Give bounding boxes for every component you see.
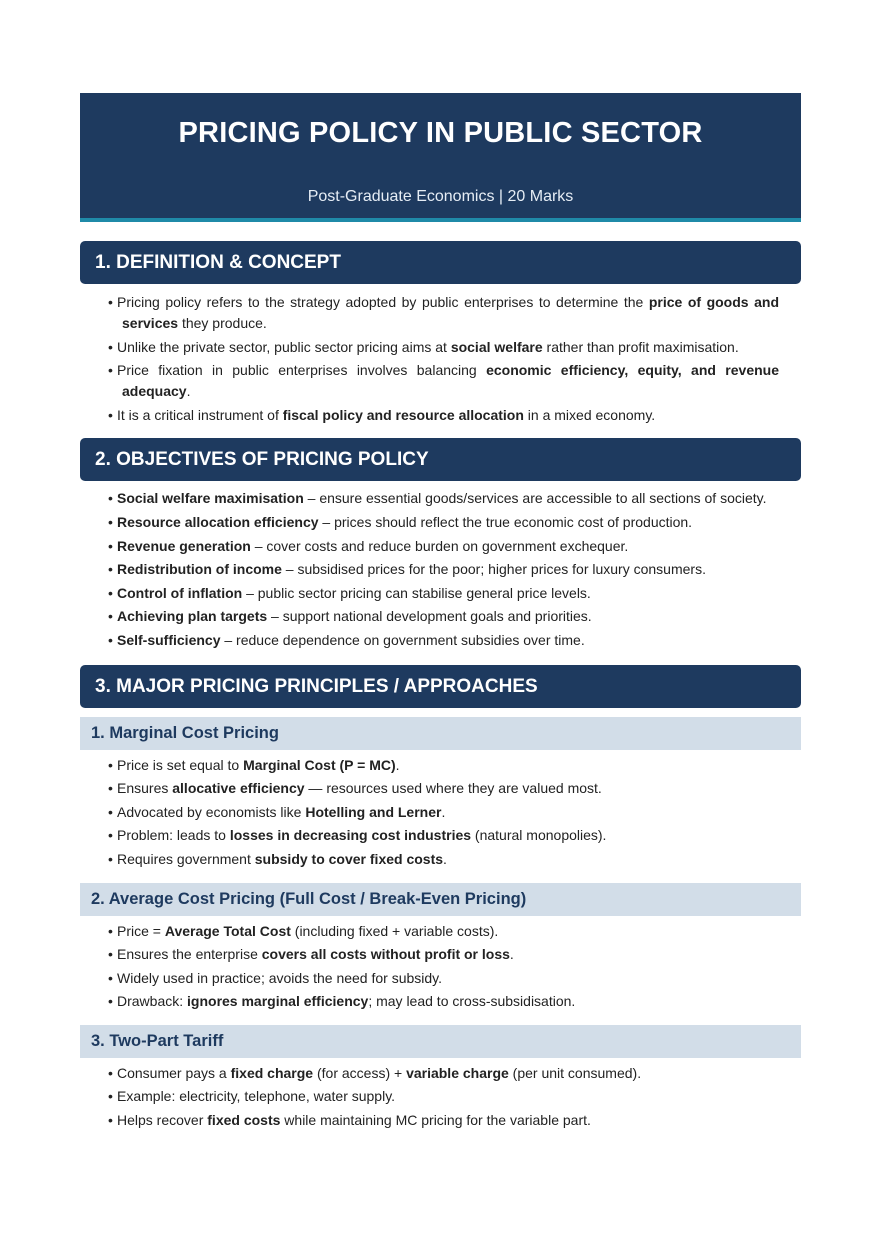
list-item: • Redistribution of income – subsidised prices for the poor; higher prices for luxury consumers.: [108, 559, 779, 580]
bullet-icon: •: [108, 780, 113, 797]
bullet-icon: •: [108, 584, 113, 601]
bullet-icon: •: [108, 850, 113, 867]
list-item: • Ensures allocative efficiency — resources used where they are valued most.: [108, 778, 779, 799]
subheading-two-part-tariff: 3. Two-Part Tariff: [80, 1025, 801, 1058]
subheading-marginal-cost: 1. Marginal Cost Pricing: [80, 717, 801, 750]
section-heading-principles: 3. MAJOR PRICING PRINCIPLES / APPROACHES: [80, 665, 801, 708]
list-item: • Social welfare maximisation – ensure essential goods/services are accessible to all sections of society.: [108, 488, 779, 509]
document-page: [80, 93, 801, 1134]
list-item: • Revenue generation – cover costs and reduce burden on government exchequer.: [108, 536, 779, 557]
list-item: • Helps recover fixed costs while maintaining MC pricing for the variable part.: [108, 1110, 779, 1131]
bullet-icon: •: [108, 338, 113, 355]
list-item: • Ensures the enterprise covers all costs without profit or loss.: [108, 944, 779, 965]
bullet-icon: •: [108, 803, 113, 820]
section-heading-objectives: 2. OBJECTIVES OF PRICING POLICY: [80, 438, 801, 481]
list-item: • Advocated by economists like Hotelling and Lerner.: [108, 802, 779, 823]
list-item: • Drawback: ignores marginal efficiency; may lead to cross-subsidisation.: [108, 991, 779, 1012]
section-heading-definition: 1. DEFINITION & CONCEPT: [80, 241, 801, 284]
bullet-icon: •: [108, 362, 113, 379]
bullet-icon: •: [108, 922, 113, 939]
bullet-icon: •: [108, 756, 113, 773]
title-banner: [80, 93, 801, 222]
bullet-icon: •: [108, 827, 113, 844]
list-item: • Resource allocation efficiency – prices should reflect the true economic cost of production.: [108, 512, 779, 533]
list-item: • Price = Average Total Cost (including fixed + variable costs).: [108, 921, 779, 942]
bullet-icon: •: [108, 513, 113, 530]
list-item: • Requires government subsidy to cover fixed costs.: [108, 849, 779, 870]
bullet-icon: •: [108, 561, 113, 578]
list-item: • Achieving plan targets – support national development goals and priorities.: [108, 606, 779, 627]
bullet-icon: •: [108, 1088, 113, 1105]
marginal-cost-list: [80, 755, 801, 870]
bullet-icon: •: [108, 993, 113, 1010]
list-item: • Consumer pays a fixed charge (for access) + variable charge (per unit consumed).: [108, 1063, 779, 1084]
two-part-tariff-list: [80, 1063, 801, 1131]
bullet-icon: •: [108, 406, 113, 423]
bullet-icon: •: [108, 490, 113, 507]
definition-list: [80, 292, 801, 426]
list-item: • Pricing policy refers to the strategy adopted by public enterprises to determine the price of goods and services they produce.: [108, 294, 779, 331]
objectives-list: [80, 488, 801, 651]
list-item: • Price is set equal to Marginal Cost (P = MC).: [108, 755, 779, 776]
page-subtitle: Post-Graduate Economics | 20 Marks: [307, 188, 574, 205]
subheading-average-cost: 2. Average Cost Pricing (Full Cost / Break-Even Pricing): [80, 883, 801, 916]
list-item: • Control of inflation – public sector pricing can stabilise general price levels.: [108, 583, 779, 604]
bullet-icon: •: [108, 294, 113, 310]
list-item: • Price fixation in public enterprises involves balancing economic efficiency, equity, and revenue adequacy.: [108, 362, 779, 400]
list-item: • Example: electricity, telephone, water supply.: [108, 1086, 779, 1107]
bullet-icon: •: [108, 537, 113, 554]
bullet-icon: •: [108, 608, 113, 625]
page-title: PRICING POLICY IN PUBLIC SECTOR: [178, 117, 703, 149]
list-item: • Problem: leads to losses in decreasing cost industries (natural monopolies).: [108, 825, 779, 846]
bullet-icon: •: [108, 946, 113, 963]
list-item: • Self-sufficiency – reduce dependence on government subsidies over time.: [108, 630, 779, 651]
list-item: • Unlike the private sector, public sector pricing aims at social welfare rather than profit maximisation.: [108, 337, 779, 358]
bullet-icon: •: [108, 969, 113, 986]
bullet-icon: •: [108, 1112, 113, 1129]
average-cost-list: [80, 921, 801, 1013]
bullet-icon: •: [108, 1064, 113, 1081]
list-item: • It is a critical instrument of fiscal policy and resource allocation in a mixed economy.: [108, 405, 779, 426]
list-item: • Widely used in practice; avoids the need for subsidy.: [108, 968, 779, 989]
bullet-icon: •: [108, 631, 113, 648]
